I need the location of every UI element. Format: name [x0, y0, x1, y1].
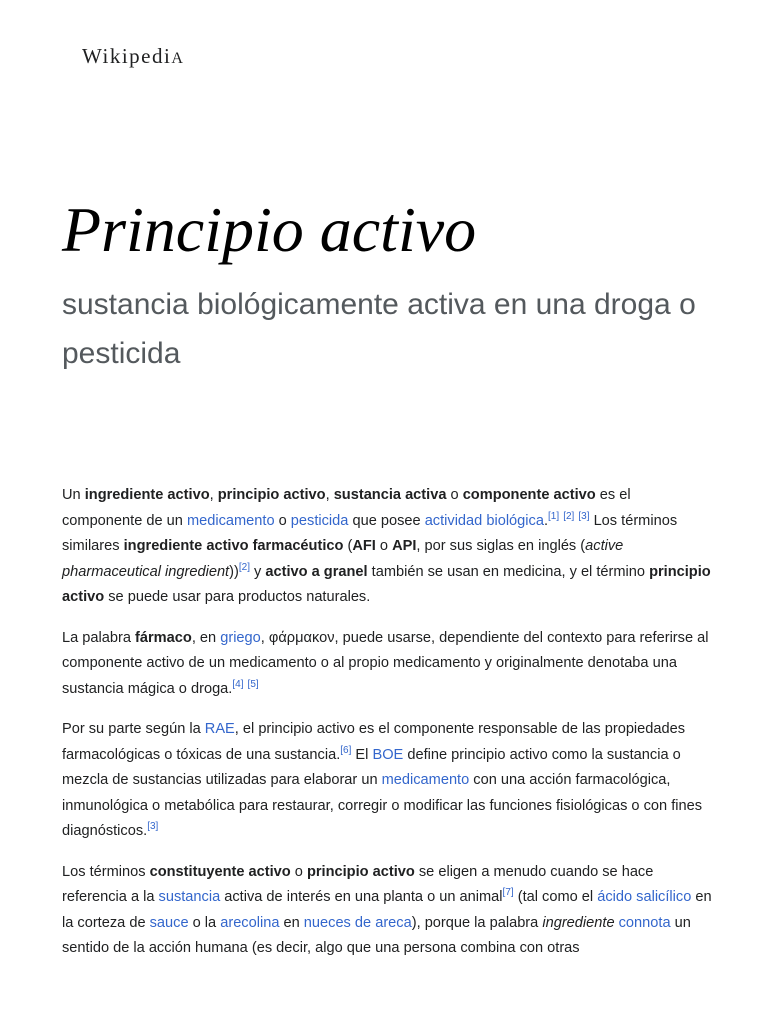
link-sustancia[interactable]: sustancia	[158, 889, 221, 905]
text: Un	[62, 487, 85, 503]
reference	[232, 679, 243, 690]
link-rae[interactable]: RAE	[204, 721, 235, 737]
link-boe[interactable]: BOE	[372, 746, 404, 763]
bold-term: API	[392, 538, 417, 554]
text: , φάρμακον, puede usarse, dependiente del contexto para referirse al componente activo de un medicamento o al propio medicamento y originalmente denotaba una sustancia mágica o droga.	[62, 629, 709, 697]
text: un sentido de la acción humana (es decir, algo que una persona combina con otras	[62, 914, 691, 956]
link-nueces-de-areca[interactable]: nueces de areca	[303, 914, 412, 931]
link-sauce[interactable]: sauce	[149, 914, 189, 931]
reference	[248, 679, 259, 690]
article-body	[62, 483, 712, 977]
text: es el componente de un	[62, 487, 631, 529]
reference	[340, 745, 351, 756]
reference	[147, 821, 158, 832]
bold-term: ingrediente activo	[84, 487, 210, 503]
text: activa de interés en una planta o un animal	[220, 889, 503, 905]
link-actividad-biologica[interactable]: actividad biológica	[424, 512, 544, 529]
link-arecolina[interactable]: arecolina	[220, 914, 280, 931]
bold-term: AFI	[352, 538, 376, 554]
paragraph-1	[62, 483, 712, 611]
reference-link[interactable]: [4]	[232, 678, 244, 690]
text: en la corteza de	[62, 889, 712, 931]
page-subtitle: sustancia biológicamente activa en una droga o pesticida	[62, 288, 696, 370]
text: en	[279, 914, 304, 931]
text: ,	[209, 487, 218, 503]
bold-term: fármaco	[135, 629, 192, 646]
text: El	[351, 746, 373, 763]
text: .	[543, 512, 549, 529]
bold-term: principio activo	[306, 863, 415, 880]
page-title: Principio activo	[62, 194, 477, 265]
reference-link[interactable]: [3]	[578, 510, 590, 522]
reference-link[interactable]: [2]	[238, 561, 250, 573]
text: o	[290, 863, 307, 880]
italic-term: ingrediente	[542, 914, 615, 931]
text: ))	[229, 563, 239, 580]
text: o	[375, 538, 393, 554]
bold-term: principio activo	[62, 563, 711, 605]
paragraph-2	[62, 626, 712, 703]
text: con una acción farmacológica, inmunológica o metabólica para restaurar, corregir o modificar las funciones fisiológicas o con fines diagnósticos.	[62, 772, 703, 839]
reference-link[interactable]: [5]	[247, 678, 259, 690]
link-medicamento[interactable]: medicamento	[381, 772, 470, 788]
text: (tal como el	[513, 889, 598, 905]
bold-term: ingrediente activo farmacéutico	[123, 538, 344, 554]
logo-text: Wikipedi	[82, 44, 172, 68]
link-griego[interactable]: griego	[220, 629, 261, 646]
wikipedia-logo[interactable]	[82, 44, 184, 69]
text: Por su parte según la	[62, 721, 205, 737]
bold-term: sustancia activa	[333, 487, 447, 503]
reference	[548, 511, 559, 522]
text: , en	[191, 629, 221, 646]
text: o la	[188, 914, 221, 931]
bold-term: activo a granel	[265, 563, 368, 580]
reference	[239, 562, 250, 573]
reference	[563, 511, 574, 522]
text: ), porque la palabra	[411, 914, 543, 931]
text: ,	[325, 487, 334, 503]
italic-term: active pharmaceutical ingredient	[62, 538, 624, 580]
reference-link[interactable]: [6]	[340, 744, 352, 756]
paragraph-4	[62, 860, 712, 962]
text: se eligen a menudo cuando se hace referencia a la	[62, 863, 654, 905]
logo-text-last: A	[171, 50, 185, 67]
paragraph-3	[62, 717, 712, 845]
text: que posee	[348, 512, 425, 529]
text: y	[249, 563, 266, 580]
text: , el principio activo es el componente responsable de las propiedades farmacológicas o tóxicas de una sustancia.	[62, 721, 686, 763]
reference-link[interactable]: [2]	[563, 510, 575, 522]
text: o	[446, 487, 463, 503]
text: se puede usar para productos naturales.	[104, 589, 371, 605]
text: define principio activo como la sustancia o mezcla de sustancias utilizadas para elaborar un	[62, 746, 681, 788]
bold-term: principio activo	[217, 487, 326, 503]
bold-term: constituyente activo	[149, 863, 291, 880]
text: o	[274, 512, 291, 529]
text: Los términos similares	[62, 512, 678, 554]
reference	[503, 887, 514, 898]
reference	[578, 511, 589, 522]
link-connota[interactable]: connota	[618, 914, 671, 931]
reference-link[interactable]: [7]	[502, 887, 514, 899]
link-pesticida[interactable]: pesticida	[290, 512, 349, 529]
link-acido-salicilico[interactable]: ácido salicílico	[597, 889, 692, 905]
text: también se usan en medicina, y el término	[367, 563, 650, 580]
text: (	[343, 538, 353, 554]
bold-term: componente activo	[462, 487, 596, 503]
text: Los términos	[62, 863, 150, 880]
link-medicamento[interactable]: medicamento	[186, 512, 275, 529]
reference-link[interactable]: [3]	[147, 821, 159, 833]
text: , por sus siglas en inglés (	[416, 538, 586, 554]
text: La palabra	[62, 629, 136, 646]
reference-link[interactable]: [1]	[548, 510, 560, 522]
